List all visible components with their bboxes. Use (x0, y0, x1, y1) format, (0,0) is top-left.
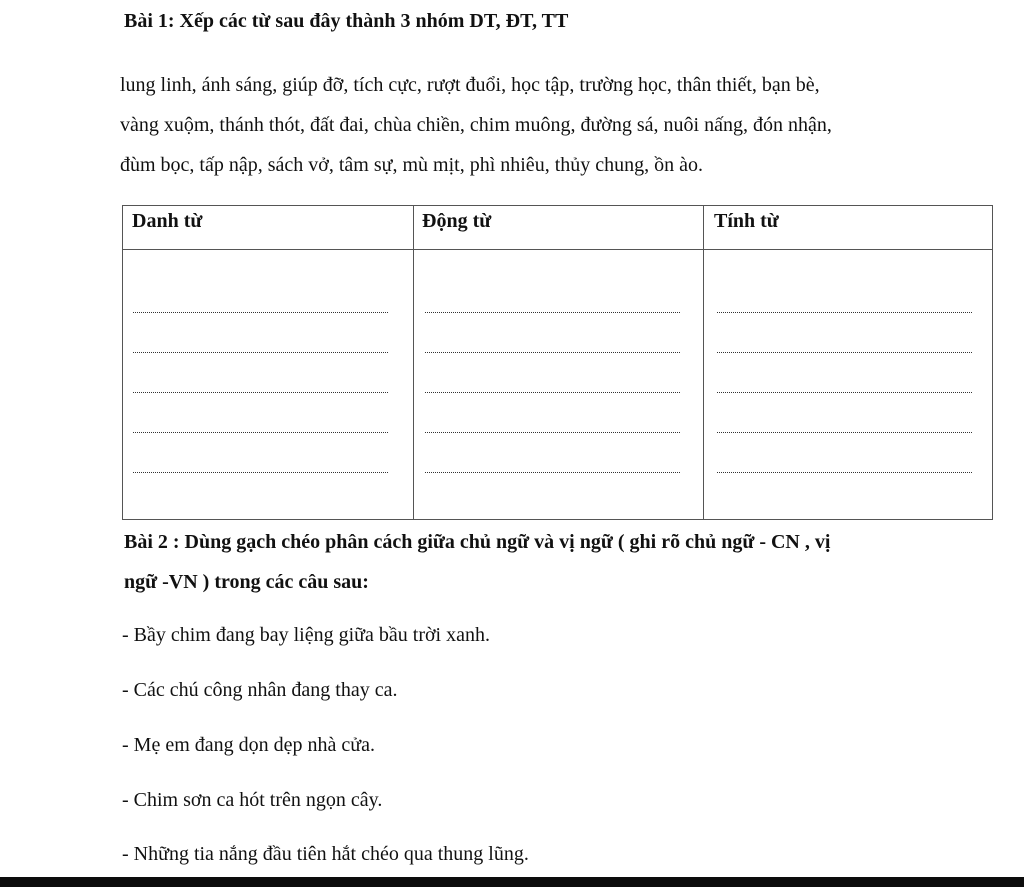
answer-line-noun[interactable] (133, 352, 388, 353)
answer-line-noun[interactable] (133, 392, 388, 393)
word-list-line: đùm bọc, tấp nập, sách vở, tâm sự, mù mịt, phì nhiêu, thủy chung, ồn ào. (120, 154, 703, 176)
word-list-line: vàng xuộm, thánh thót, đất đai, chùa chiền, chim muông, đường sá, nuôi nấng, đón nhận, (120, 114, 832, 136)
header-verb: Động từ (422, 210, 492, 232)
header-noun: Danh từ (132, 210, 203, 232)
answer-line-verb[interactable] (425, 472, 680, 473)
exercise2-title (124, 522, 994, 602)
exercise2-title-line: Bài 2 : Dùng gạch chéo phân cách giữa chủ ngữ và vị ngữ ( ghi rõ chủ ngữ - CN , vị (124, 531, 831, 553)
answer-line-noun[interactable] (133, 472, 388, 473)
sentence-item: - Chim sơn ca hót trên ngọn cây. (122, 789, 383, 811)
exercise1-title: Bài 1: Xếp các từ sau đây thành 3 nhóm DT, ĐT, TT (124, 10, 569, 32)
answer-line-adjective[interactable] (717, 392, 972, 393)
answer-line-verb[interactable] (425, 352, 680, 353)
screen-bottom-edge (0, 877, 1024, 887)
header-adjective: Tính từ (714, 210, 779, 232)
answer-line-verb[interactable] (425, 432, 680, 433)
answer-line-adjective[interactable] (717, 312, 972, 313)
answer-line-noun[interactable] (133, 432, 388, 433)
answer-line-verb[interactable] (425, 312, 680, 313)
table-column-divider (413, 206, 414, 519)
word-list-line: lung linh, ánh sáng, giúp đỡ, tích cực, rượt đuổi, học tập, trường học, thân thiết, bạn bè, (120, 74, 820, 96)
answer-line-adjective[interactable] (717, 432, 972, 433)
sentence-item: - Mẹ em đang dọn dẹp nhà cửa. (122, 734, 375, 756)
word-list (120, 65, 1000, 185)
table-header-divider (123, 249, 992, 250)
answer-line-adjective[interactable] (717, 352, 972, 353)
sentence-item: - Những tia nắng đầu tiên hắt chéo qua thung lũng. (122, 843, 529, 865)
sentence-item: - Bầy chim đang bay liệng giữa bầu trời xanh. (122, 624, 490, 646)
classification-table (122, 205, 993, 520)
answer-line-noun[interactable] (133, 312, 388, 313)
answer-line-adjective[interactable] (717, 472, 972, 473)
sentence-item: - Các chú công nhân đang thay ca. (122, 679, 398, 701)
exercise2-title-line: ngữ -VN ) trong các câu sau: (124, 571, 369, 593)
answer-line-verb[interactable] (425, 392, 680, 393)
table-column-divider (703, 206, 704, 519)
